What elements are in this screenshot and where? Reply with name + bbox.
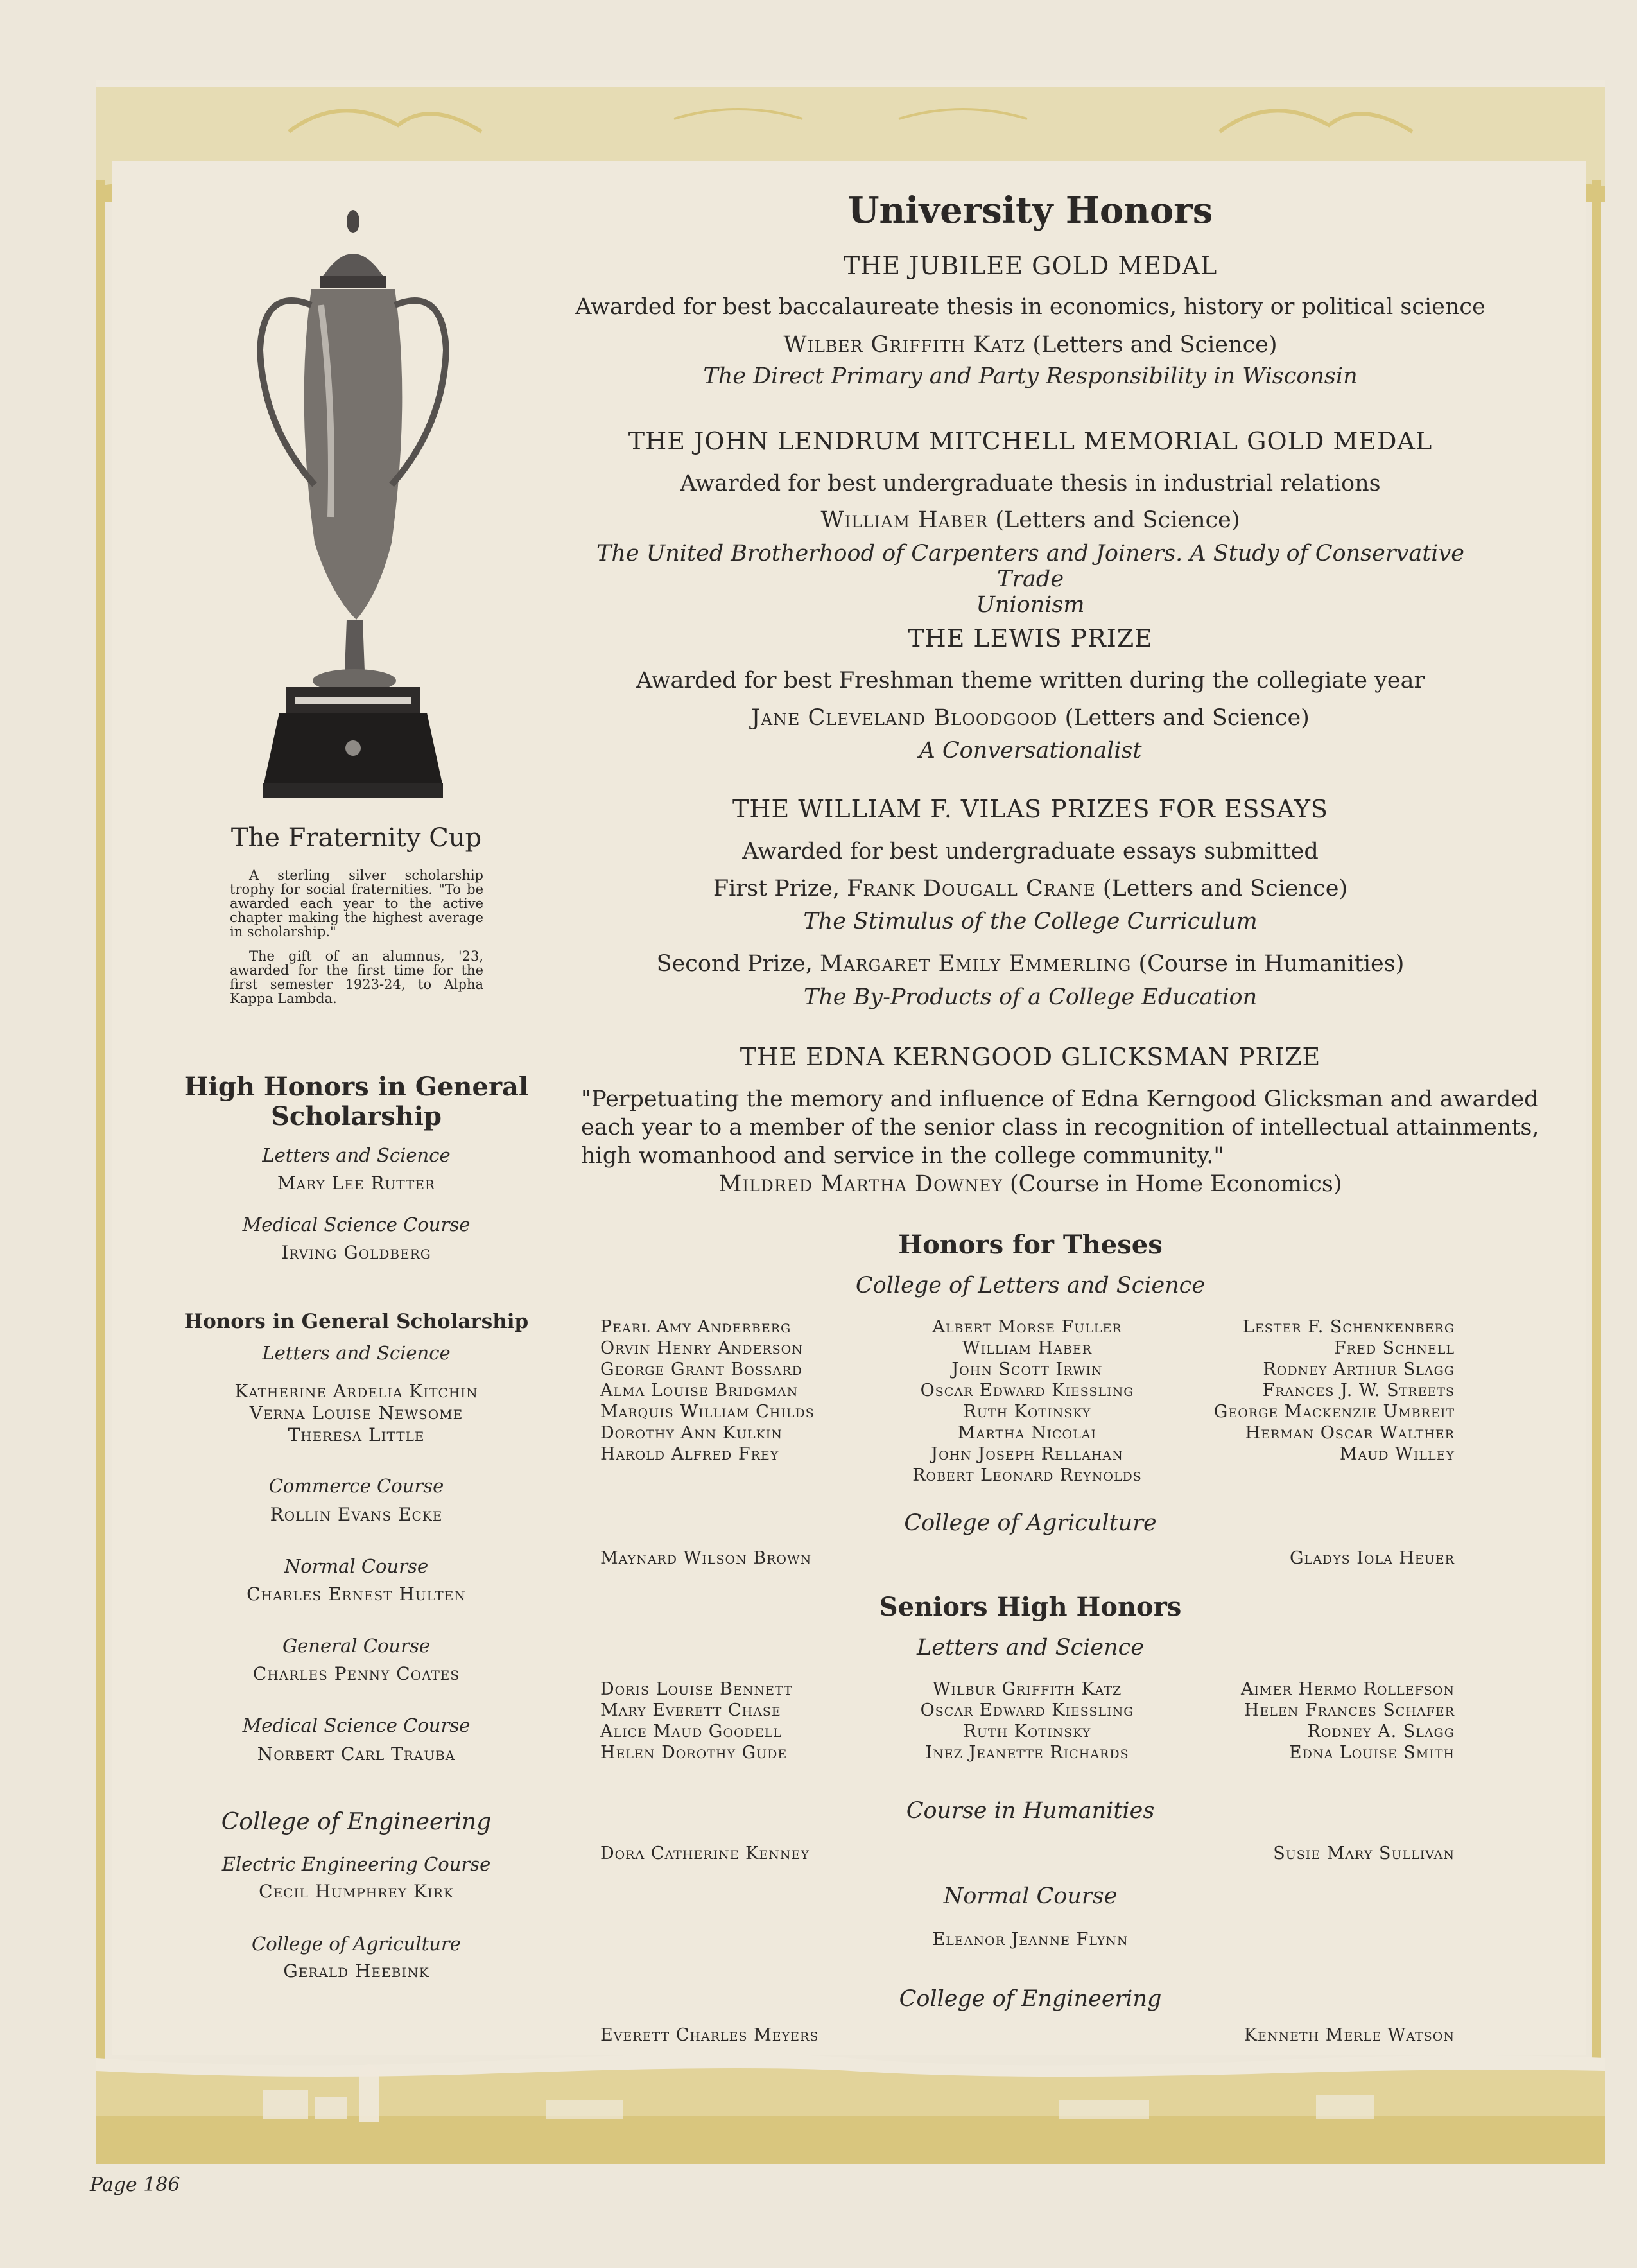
theses-name: Oscar Edward Kiessling xyxy=(920,1381,1134,1400)
page-number: Page 186 xyxy=(90,2174,180,2196)
theses-name: George Grant Bossard xyxy=(600,1359,802,1379)
theses-college: College of Agriculture xyxy=(904,1510,1157,1536)
quote-line: "Perpetuating the memory and influence of Edna Kerngood Glicksman and awarded xyxy=(581,1086,1539,1112)
winner-college: (Letters and Science) xyxy=(995,507,1240,533)
seniors-name: Alice Maud Goodell xyxy=(600,1722,782,1741)
theses-name: Herman Oscar Walther xyxy=(1245,1423,1455,1443)
theses-name: Rodney Arthur Slagg xyxy=(1263,1359,1455,1379)
high-honors-name: Mary Lee Rutter xyxy=(277,1173,435,1194)
general-honors-title: Honors in General Scholarship xyxy=(184,1310,529,1333)
fraternity-cup-photo xyxy=(250,209,462,806)
seniors-name: Susie Mary Sullivan xyxy=(1273,1844,1455,1863)
theses-name: Martha Nicolai xyxy=(958,1423,1096,1443)
seniors-name: Kenneth Merle Watson xyxy=(1243,2025,1455,2045)
theses-college: College of Letters and Science xyxy=(855,1273,1206,1298)
prize-quote xyxy=(581,1085,1539,1170)
prize-winner xyxy=(565,507,1496,533)
general-honors-name: Rollin Evans Ecke xyxy=(270,1504,443,1525)
seniors-section: College of Engineering xyxy=(899,1986,1162,2012)
theses-name: Orvin Henry Anderson xyxy=(600,1338,803,1358)
winner-name: Jane Cleveland Bloodgood xyxy=(751,705,1058,731)
seniors-name: Mary Everett Chase xyxy=(600,1700,781,1720)
theses-name: Dorothy Ann Kulkin xyxy=(600,1423,783,1443)
seniors-column-1 xyxy=(600,1679,793,1763)
thesis-title: The Direct Primary and Party Responsibility in Wisconsin xyxy=(703,363,1358,389)
seniors-name: Edna Louise Smith xyxy=(1288,1743,1455,1763)
seniors-column-2 xyxy=(886,1679,1168,1763)
theses-name: Fred Schnell xyxy=(1333,1338,1455,1358)
general-honors-course: Medical Science Course xyxy=(242,1714,471,1736)
thesis-line: Unionism xyxy=(976,592,1085,618)
theses-name: Harold Alfred Frey xyxy=(600,1444,779,1464)
general-honors-college: College of Engineering xyxy=(221,1809,492,1835)
general-honors-name: Charles Penny Coates xyxy=(252,1663,460,1684)
theses-name: Robert Leonard Reynolds xyxy=(912,1465,1142,1485)
winner-college: (Course in Home Economics) xyxy=(1010,1171,1342,1197)
general-honors-names xyxy=(167,1381,546,1446)
prize-title: THE JOHN LENDRUM MITCHELL MEMORIAL GOLD MEDAL xyxy=(628,427,1433,455)
seniors-name: Wilbur Griffith Katz xyxy=(932,1679,1122,1699)
university-honors-title: University Honors xyxy=(847,189,1213,232)
theses-name: William Haber xyxy=(962,1338,1093,1358)
seniors-name: Eleanor Jeanne Flynn xyxy=(932,1930,1129,1950)
high-honors-title: High Honors in General Scholarship xyxy=(184,1072,529,1131)
seniors-name: Doris Louise Bennett xyxy=(600,1679,793,1699)
theses-name: John Scott Irwin xyxy=(951,1359,1103,1379)
seniors-name: Everett Charles Meyers xyxy=(600,2025,819,2045)
seniors-name: Inez Jeanette Richards xyxy=(925,1743,1129,1763)
quote-line: each year to a member of the senior class in recognition of intellectual attainments, xyxy=(581,1115,1539,1140)
prize-rank: Second Prize, xyxy=(656,951,813,977)
general-honors-name: Katherine Ardelia Kitchin xyxy=(234,1381,478,1402)
theses-name: Albert Morse Fuller xyxy=(932,1317,1122,1337)
theses-column-3 xyxy=(1175,1316,1455,1465)
high-honors-course: Medical Science Course xyxy=(242,1214,471,1235)
winner-college: (Letters and Science) xyxy=(1064,705,1310,731)
prize-winner xyxy=(565,705,1496,731)
theses-name: Pearl Amy Anderberg xyxy=(600,1317,792,1337)
fraternity-cup-description: A sterling silver scholarship trophy for social fraternities. "To be awarded each year to the active chapter making the highest average in scholarship." xyxy=(230,868,483,939)
prize-description: Awarded for best baccalaureate thesis in economics, history or political science xyxy=(575,294,1485,320)
theses-column-1 xyxy=(600,1316,815,1465)
high-honors-course: Letters and Science xyxy=(262,1144,451,1166)
theses-name: Gladys Iola Heuer xyxy=(1289,1548,1455,1568)
general-honors-course: Letters and Science xyxy=(262,1342,451,1364)
theses-column-2 xyxy=(886,1316,1168,1486)
theses-name: Frances J. W. Streets xyxy=(1262,1381,1455,1400)
general-honors-name: Verna Louise Newsome xyxy=(249,1402,463,1424)
bottom-border-ornament xyxy=(96,2045,1605,2164)
thesis-line: The United Brotherhood of Carpenters and Joiners. A Study of Conservative Trade xyxy=(596,541,1464,592)
general-honors-name: Cecil Humphrey Kirk xyxy=(259,1881,454,1902)
winner-name: Frank Dougall Crane xyxy=(847,876,1096,902)
quote-line: high womanhood and service in the college community." xyxy=(581,1143,1224,1169)
seniors-name: Ruth Kotinsky xyxy=(963,1722,1091,1741)
winner-name: Margaret Emily Emmerling xyxy=(819,951,1132,977)
prize-description: Awarded for best Freshman theme written during the collegiate year xyxy=(636,668,1425,693)
seniors-section: Course in Humanities xyxy=(906,1798,1155,1824)
theses-name: Ruth Kotinsky xyxy=(963,1402,1091,1422)
high-honors-name: Irving Goldberg xyxy=(281,1242,431,1263)
general-honors-course: Electric Engineering Course xyxy=(221,1853,491,1875)
general-honors-college: College of Agriculture xyxy=(252,1933,461,1955)
seniors-name: Rodney A. Slagg xyxy=(1307,1722,1455,1741)
general-honors-course: Commerce Course xyxy=(268,1475,444,1497)
theses-name: Lester F. Schenkenberg xyxy=(1242,1317,1455,1337)
seniors-name: Helen Frances Schafer xyxy=(1243,1700,1455,1720)
theses-name: George Mackenzie Umbreit xyxy=(1213,1402,1455,1422)
seniors-column-3 xyxy=(1175,1679,1455,1763)
general-honors-course: General Course xyxy=(282,1635,431,1657)
prize-winner xyxy=(565,332,1496,358)
theses-title: Honors for Theses xyxy=(898,1230,1163,1260)
theses-name: Maynard Wilson Brown xyxy=(600,1548,812,1568)
prize-description: Awarded for best undergraduate thesis in industrial relations xyxy=(680,471,1381,496)
seniors-section: Normal Course xyxy=(943,1883,1118,1909)
right-border xyxy=(1592,180,1601,2074)
seniors-name: Aimer Hermo Rollefson xyxy=(1241,1679,1455,1699)
thesis-title: The Stimulus of the College Curriculum xyxy=(803,909,1258,934)
thesis-title: A Conversationalist xyxy=(919,738,1142,763)
winner-college: (Letters and Science) xyxy=(1032,332,1278,358)
winner-name: William Haber xyxy=(820,507,989,533)
prize-title: THE LEWIS PRIZE xyxy=(908,624,1153,652)
winner-name: Wilber Griffith Katz xyxy=(783,332,1026,358)
theses-name: John Joseph Rellahan xyxy=(931,1444,1123,1464)
seniors-name: Oscar Edward Kiessling xyxy=(920,1700,1134,1720)
prize-description: Awarded for best undergraduate essays submitted xyxy=(742,839,1319,864)
theses-name: Alma Louise Bridgman xyxy=(600,1381,799,1400)
theses-name: Marquis William Childs xyxy=(600,1402,815,1422)
general-honors-name: Theresa Little xyxy=(288,1424,425,1445)
winner-name: Mildred Martha Downey xyxy=(718,1171,1003,1197)
fraternity-cup-gift-note: The gift of an alumnus, '23, awarded for the first time for the first semester 1923-24, to Alpha Kappa Lambda. xyxy=(230,948,483,1006)
prize-title: THE JUBILEE GOLD MEDAL xyxy=(843,252,1218,280)
seniors-title: Seniors High Honors xyxy=(879,1592,1182,1622)
thesis-title xyxy=(565,541,1496,618)
general-honors-course: Normal Course xyxy=(284,1555,429,1577)
prize-winner xyxy=(565,1171,1496,1197)
general-honors-name: Norbert Carl Trauba xyxy=(257,1743,456,1765)
prize-title: THE WILLIAM F. VILAS PRIZES FOR ESSAYS xyxy=(732,795,1328,823)
general-honors-name: Charles Ernest Hulten xyxy=(247,1583,466,1605)
seniors-name: Helen Dorothy Gude xyxy=(600,1743,788,1763)
prize-rank: First Prize, xyxy=(713,876,840,902)
prize-title: THE EDNA KERNGOOD GLICKSMAN PRIZE xyxy=(740,1043,1321,1071)
theses-name: Maud Willey xyxy=(1339,1444,1455,1464)
left-border xyxy=(96,180,105,2074)
general-honors-name: Gerald Heebink xyxy=(283,1960,429,1982)
winner-college: (Letters and Science) xyxy=(1102,876,1348,902)
prize-winner xyxy=(565,951,1496,977)
thesis-title: The By-Products of a College Education xyxy=(803,984,1258,1010)
seniors-section: Letters and Science xyxy=(917,1635,1144,1661)
fraternity-cup-title: The Fraternity Cup xyxy=(230,823,482,853)
seniors-name: Dora Catherine Kenney xyxy=(600,1844,810,1863)
prize-winner xyxy=(565,876,1496,902)
winner-college: (Course in Humanities) xyxy=(1138,951,1405,977)
